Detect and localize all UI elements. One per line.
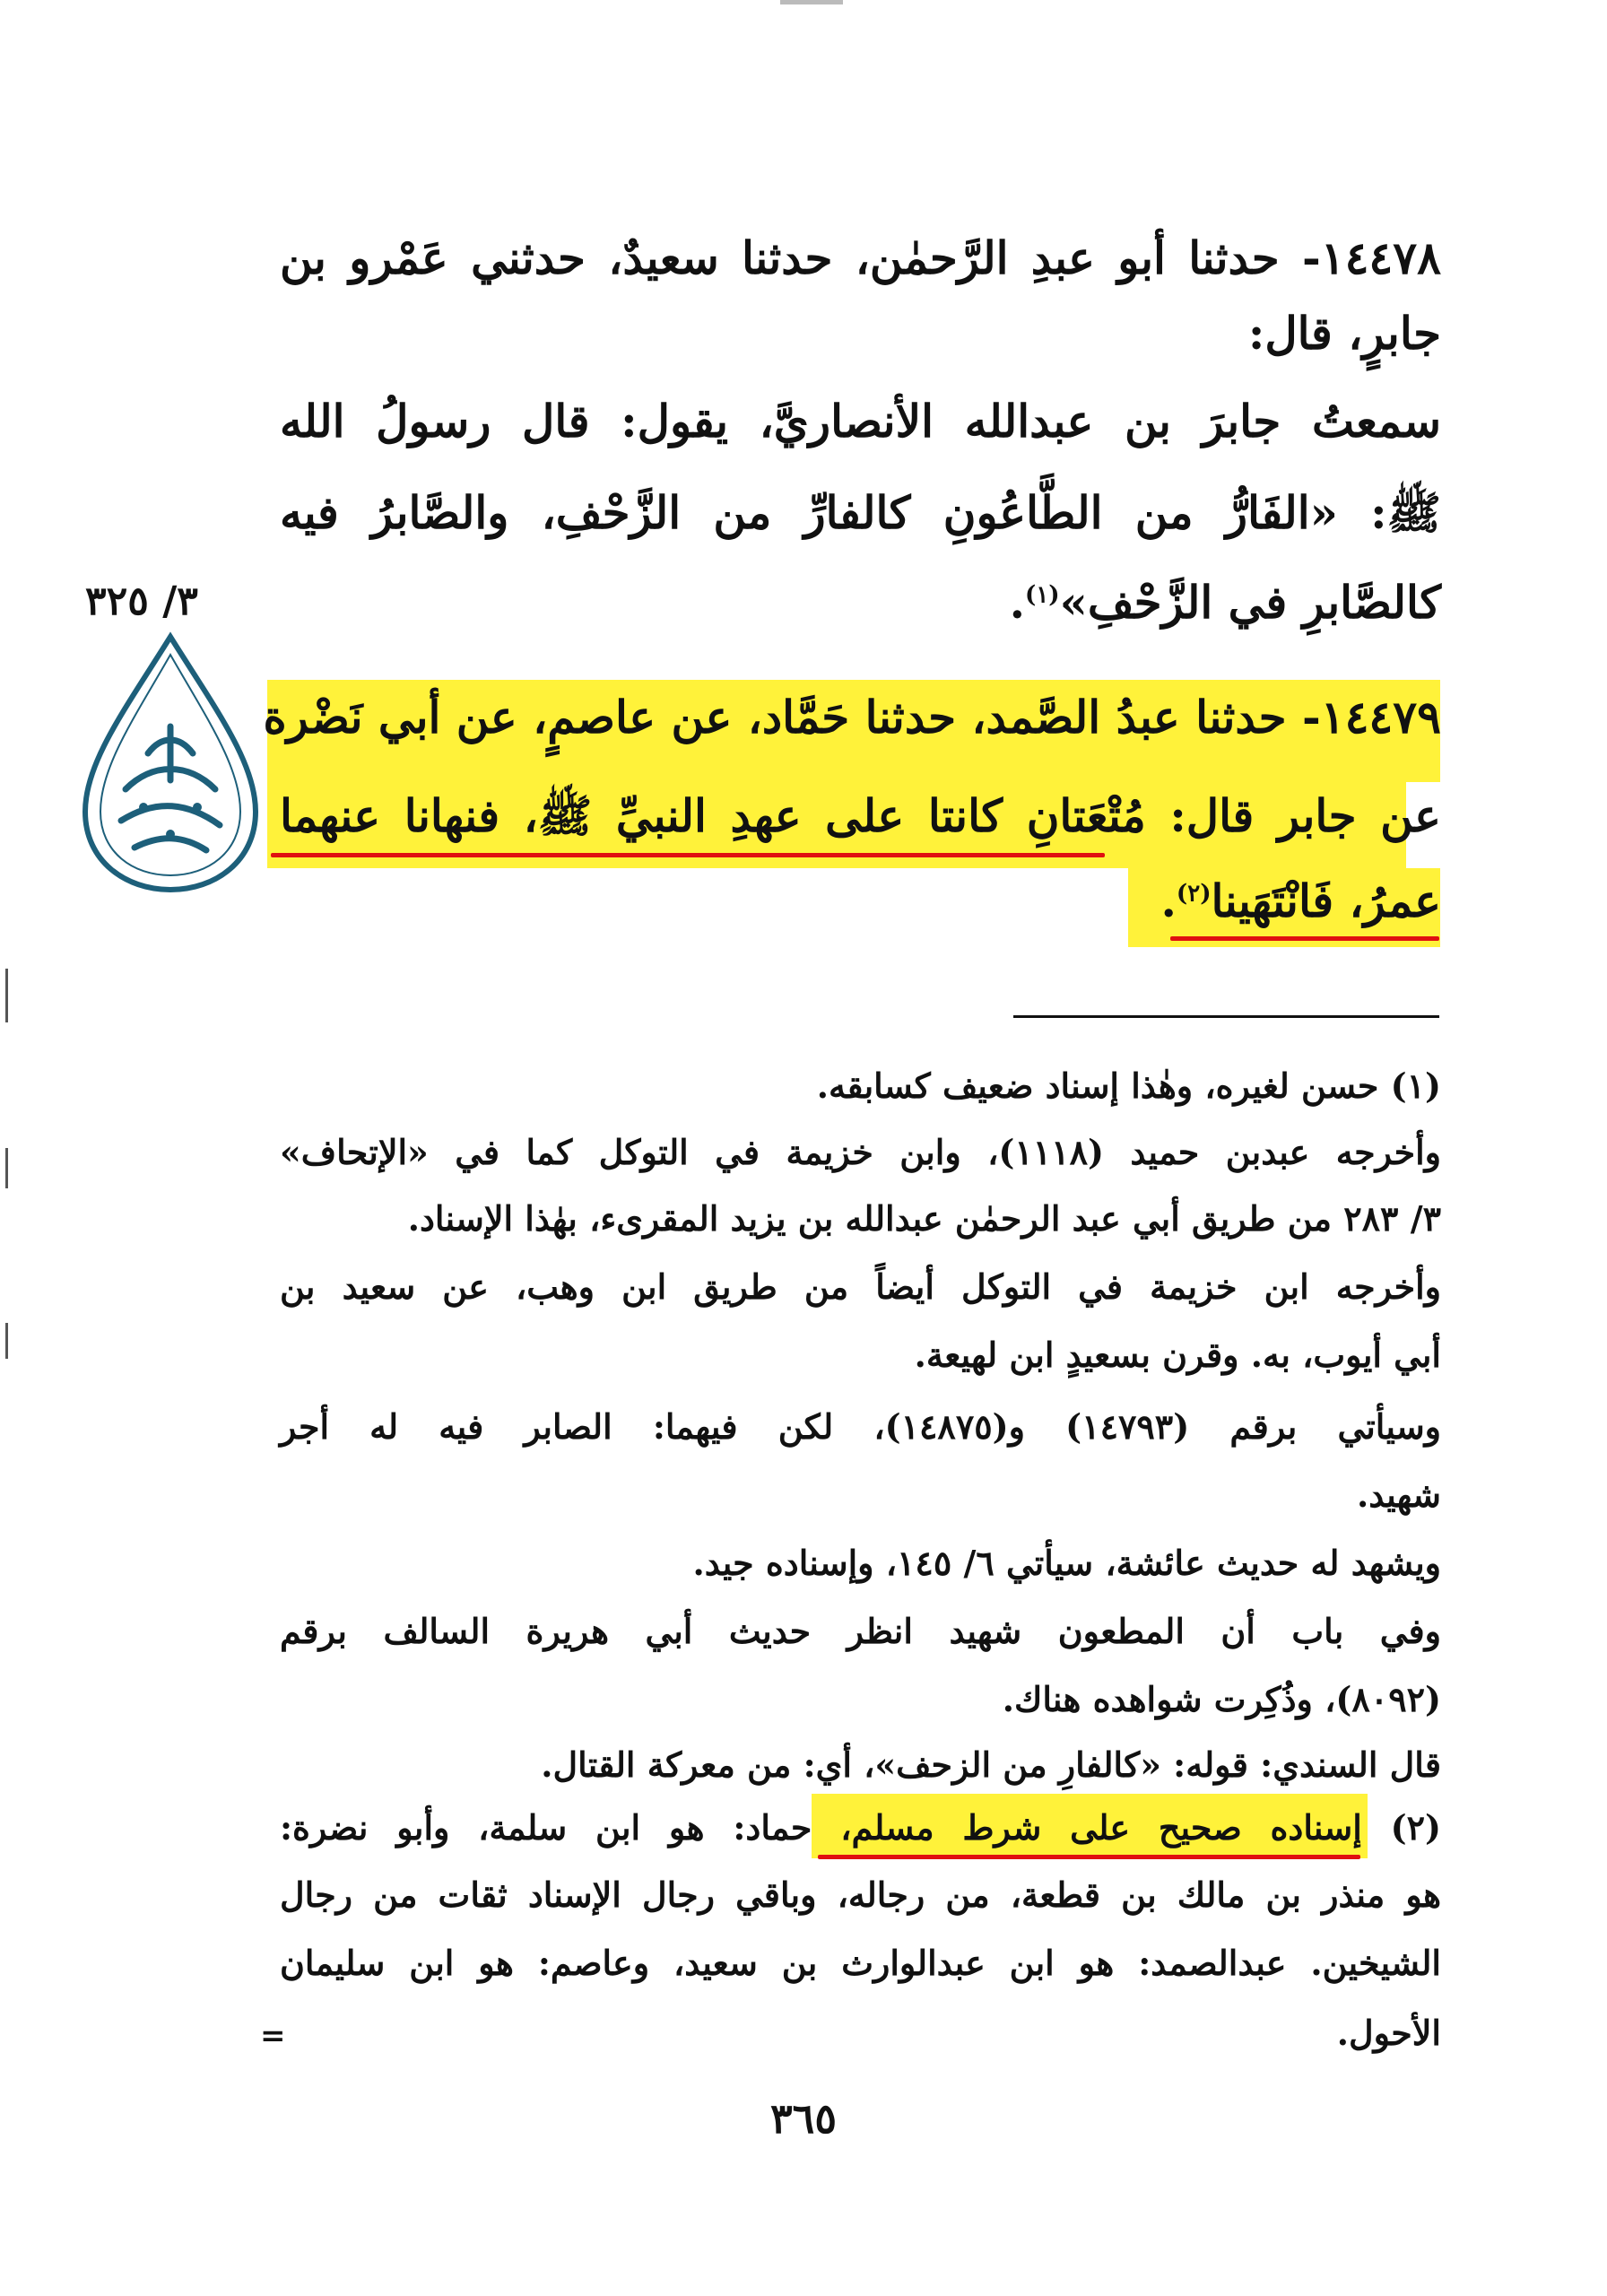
continuation-mark: = bbox=[260, 2018, 286, 2054]
footnote-line: وفي باب أن المطعون شهيد انظر حديث أبي هريرة السالف برقم bbox=[280, 1611, 1441, 1651]
watermark-calligraphy-logo bbox=[72, 628, 269, 897]
scan-top-mark bbox=[780, 0, 843, 4]
footnote-line: (٨٠٩٢)، وذُكِرت شواهده هناك. bbox=[1002, 1679, 1441, 1719]
hadith-14478-line: سمعتُ جابرَ بن عبدالله الأنصاريَّ، يقول: قال رسولُ الله bbox=[280, 395, 1441, 448]
hadith-14479-text: عمرُ، فَانْتَهَينا bbox=[1211, 874, 1441, 927]
hadith-14479-end: . bbox=[1160, 874, 1177, 927]
hadith-14478-line: ﷺ: «الفَارُّ من الطَّاعُونِ كالفارِّ من الزَّحْفِ، والصَّابرُ فيه bbox=[280, 486, 1441, 539]
footnote-line: الشيخين. عبدالصمد: هو ابن عبدالوارث بن سعيد، وعاصم: هو ابن سليمان bbox=[280, 1943, 1441, 1983]
hadith-14479-line: ١٤٤٧٩- حدثنا عبدُ الصَّمد، حدثنا حَمَّاد، عن عاصمٍ، عن أبي نَضْرة bbox=[263, 691, 1441, 744]
footnote-separator bbox=[1013, 1015, 1439, 1018]
footnote-line: أبي أيوب، به. وقرن بسعيدٍ ابن لهيعة. bbox=[914, 1335, 1441, 1375]
footnote-line: قال السندي: قوله: «كالفارِ من الزحف»، أي: من معركة القتال. bbox=[541, 1744, 1441, 1785]
underline-hadith-14479-line3 bbox=[1170, 936, 1439, 941]
footnote-line: (٢) إسناده صحيح على شرط مسلم، حماد: هو ابن سلمة، وأبو نضرة: bbox=[280, 1807, 1441, 1848]
hadith-14479-line: عن جابر قال: مُتْعَتانِ كانتا على عهدِ النبيِّ ﷺ، فنهانا عنهما bbox=[280, 789, 1441, 842]
hadith-14478-line: جابرٍ، قال: bbox=[1247, 307, 1441, 360]
footnote-ref-1: (١) bbox=[1025, 581, 1060, 609]
margin-tick bbox=[5, 1148, 8, 1188]
hadith-14478-line: ١٤٤٧٨- حدثنا أبو عبدِ الرَّحمٰن، حدثنا سعيدٌ، حدثني عَمْرو بن bbox=[280, 231, 1441, 284]
hadith-14478-line bbox=[1010, 576, 1441, 629]
footnote-line: الأحول. bbox=[1336, 2013, 1441, 2053]
hadith-14478-text: كالصَّابرِ في الزَّحْفِ» bbox=[1059, 576, 1441, 629]
page-number: ٣٦٥ bbox=[769, 2094, 838, 2143]
hadith-14479-line bbox=[1161, 874, 1442, 927]
footnote-ref-2: (٢) bbox=[1176, 880, 1212, 908]
margin-tick bbox=[5, 969, 8, 1022]
footnote-line: وأخرجه ابن خزيمة في التوكل أيضاً من طريق ابن وهب، عن سعيد بن bbox=[280, 1266, 1441, 1307]
footnote-line: ويشهد له حديث عائشة، سيأتي ٦/ ١٤٥، وإسناده جيد. bbox=[692, 1543, 1441, 1583]
footnote-line: وأخرجه عبدبن حميد (١١١٨)، وابن خزيمة في التوكل كما في «الإتحاف» bbox=[280, 1132, 1442, 1172]
footnote-line: وسيأتي برقم (١٤٧٩٣) و(١٤٨٧٥)، لكن فيهما: الصابر فيه له أجر bbox=[280, 1406, 1442, 1447]
footnote-line: شهيد. bbox=[1357, 1474, 1441, 1515]
margin-tick bbox=[5, 1323, 8, 1359]
footnote-line: هو منذر بن مالك بن قطعة، من رجاله، وباقي رجال الإسناد ثقات من رجال bbox=[280, 1874, 1441, 1915]
volume-page-reference: ٣/ ٣٢٥ bbox=[85, 578, 198, 624]
hadith-14478-end: . bbox=[1009, 576, 1026, 629]
footnote-line: (١) حسن لغيره، وهٰذا إسناد ضعيف كسابقه. bbox=[816, 1065, 1441, 1106]
underline-footnote-2 bbox=[818, 1855, 1360, 1859]
footnote-line: ٣/ ٢٨٣ من طريق أبي عبد الرحمٰن عبدالله بن يزيد المقرىء، بهٰذا الإسناد. bbox=[407, 1198, 1441, 1239]
